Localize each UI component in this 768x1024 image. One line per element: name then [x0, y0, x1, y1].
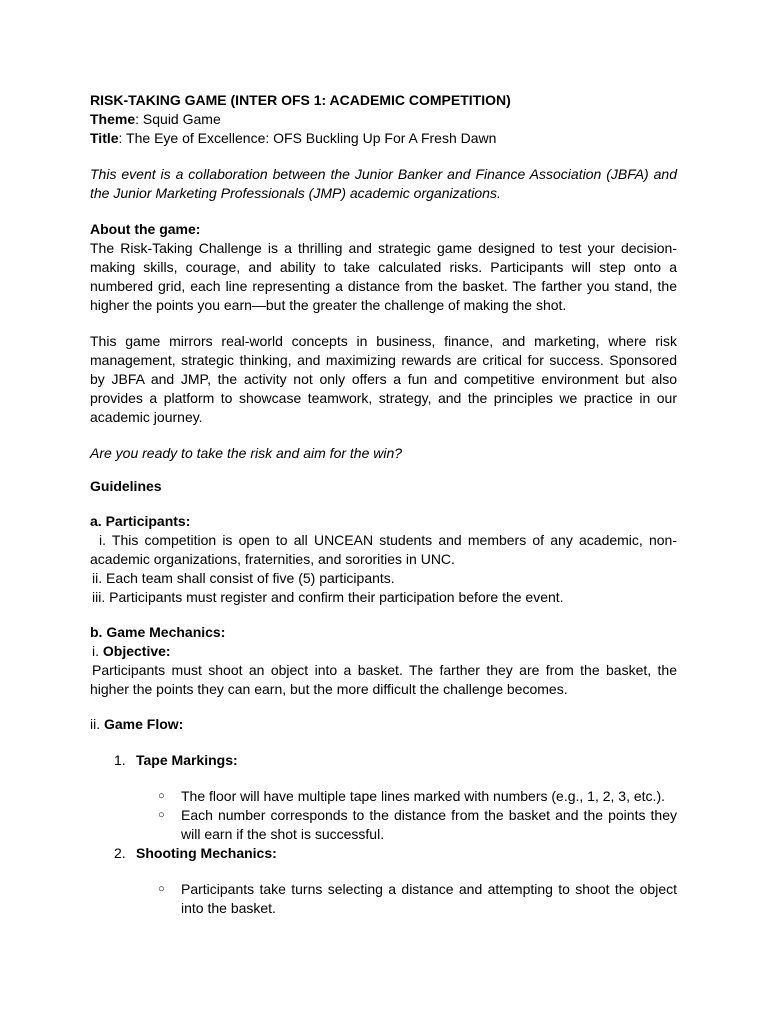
step-shooting-mechanics: [90, 844, 677, 863]
document-title: RISK-TAKING GAME (INTER OFS 1: ACADEMIC COMPETITION): [90, 92, 511, 108]
about-paragraph-1: The Risk-Taking Challenge is a thrilling and strategic game designed to test your decision-making skills, courage, and ability to take calculated risks. Participants will step onto a numbered grid, each line representing a distance from the basket. The farther you stand, the higher the points you earn—but the greater the challenge of making the shot.: [90, 240, 677, 313]
step-label: Tape Markings:: [136, 752, 238, 768]
step-number: 2.: [114, 845, 126, 861]
bullet-text: Each number corresponds to the distance from the basket and the points they will earn if the shot is successful.: [181, 807, 677, 842]
title-line: [90, 129, 677, 148]
title-value: : The Eye of Excellence: OFS Buckling Up For A Fresh Dawn: [118, 130, 497, 146]
participants-heading: a. Participants:: [90, 513, 191, 529]
participants-item: ii. Each team shall consist of five (5) participants.: [92, 570, 395, 586]
objective-line: [90, 642, 677, 661]
bullet-text: Participants take turns selecting a distance and attempting to shoot the object into the basket.: [181, 881, 677, 916]
circle-bullet-icon: ○: [158, 790, 165, 802]
tape-markings-bullets: [90, 787, 677, 844]
step-tape-markings: [90, 751, 677, 770]
game-flow-label: Game Flow:: [104, 716, 184, 732]
game-flow-prefix: ii.: [90, 716, 104, 732]
mechanics-heading: b. Game Mechanics:: [90, 624, 226, 640]
about-paragraph-2: This game mirrors real-world concepts in business, finance, and marketing, where risk management, strategic thinking, and maximizing rewards are critical for success. Sponsored by JBFA and JMP, the activity not only offers a fun and competitive environment but also provides a platform to showcase teamwork, strategy, and the principles we practice in our academic journey.: [90, 333, 677, 425]
game-flow-line: [90, 715, 677, 734]
objective-prefix: i.: [92, 643, 103, 659]
participants-item: iii. Participants must register and confirm their participation before the event.: [92, 589, 564, 605]
objective-text: Participants must shoot an object into a basket. The farther they are from the basket, the higher the points they can earn, but the more difficult the challenge becomes.: [90, 662, 677, 697]
bullet-text: The floor will have multiple tape lines marked with numbers (e.g., 1, 2, 3, etc.).: [181, 788, 665, 804]
game-flow-steps: [90, 751, 677, 918]
guidelines-heading: Guidelines: [90, 478, 162, 494]
step-number: 1.: [114, 752, 126, 768]
participants-item: i. This competition is open to all UNCEAN students and members of any academic, non-academic organizations, fraternities, and sororities in UNC.: [90, 532, 677, 567]
call-to-action: Are you ready to take the risk and aim for the win?: [90, 445, 403, 461]
title-label: Title: [90, 130, 119, 146]
document-page: [90, 91, 677, 918]
collaboration-note: This event is a collaboration between the Junior Banker and Finance Association (JBFA) and the Junior Marketing Professionals (JMP) academic organizations.: [90, 166, 677, 201]
theme-label: Theme: [90, 111, 136, 127]
theme-line: [90, 110, 677, 129]
step-label: Shooting Mechanics:: [136, 845, 277, 861]
circle-bullet-icon: ○: [158, 809, 165, 821]
about-heading: About the game:: [90, 221, 201, 237]
shooting-mechanics-bullets: [90, 880, 677, 918]
objective-label: Objective:: [102, 643, 171, 659]
circle-bullet-icon: ○: [158, 883, 165, 895]
theme-value: : Squid Game: [135, 111, 221, 127]
list-item: [90, 880, 677, 918]
list-item: [90, 787, 677, 806]
list-item: [90, 806, 677, 844]
